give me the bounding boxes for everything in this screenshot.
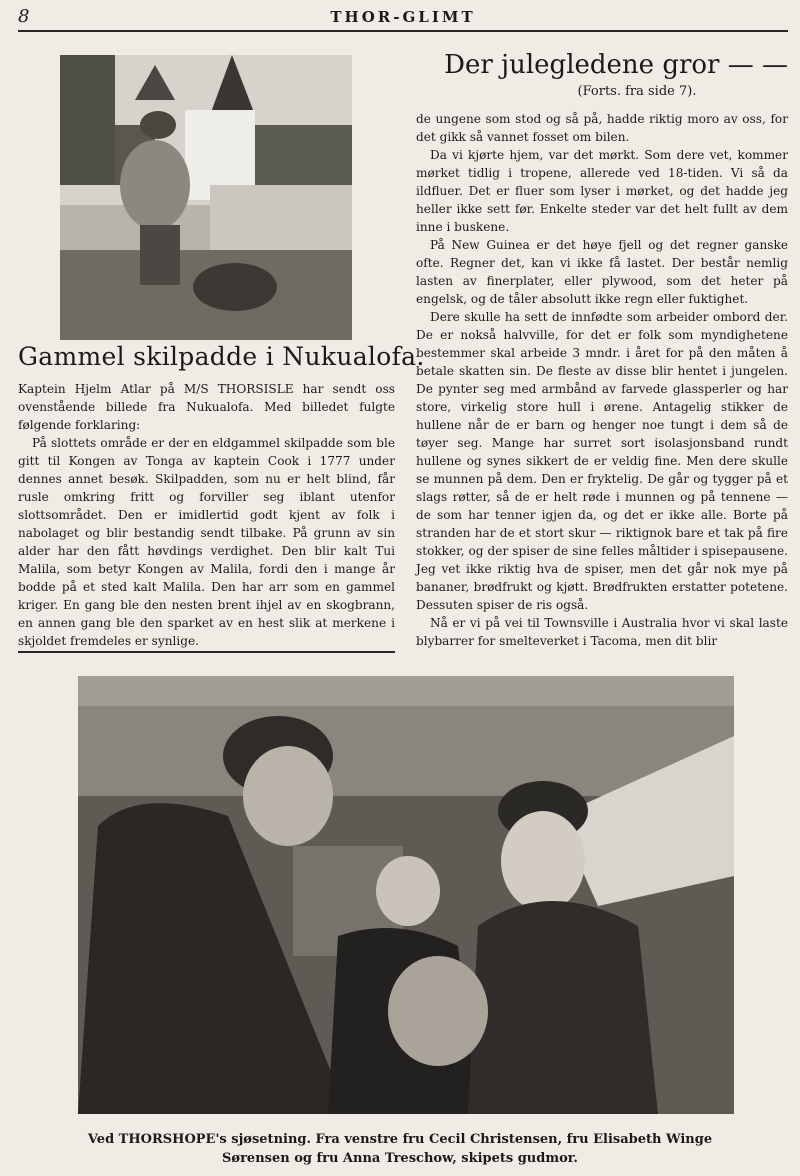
right-article-paragraph: På New Guinea er det høye fjell og det regner ganske ofte. Regner det, kan vi ikke få lastet. Der består nemlig lasten av finerplater, eller plywood, som det heter på engelsk, og de tåler absolutt ikke regn eller fuktighet.: [416, 238, 788, 306]
photo-caption: [60, 1130, 740, 1168]
page-number: 8: [18, 6, 30, 27]
left-article-paragraph: Kaptein Hjelm Atlar på M/S THORSISLE har sendt oss ovenstående billede fra Nukualofa. Med billedet fulgte følgende forklaring:: [18, 382, 395, 432]
right-article-headline: Der julegledene gror — —: [444, 50, 788, 80]
right-article-paragraph: Dere skulle ha sett de innfødte som arbeider ombord der. De er nokså halvville, for det er folk som myndighetene bestemmer skal arbeide 3 mndr. i året for på den måten å betale skatten sin. De fleste av disse blir hentet i jungelen. De pynter seg med armbånd av farvede glassperler og har store, virkelig store hull i ørene. Antagelig stikker de hullene når de er barn og henger noe tungt i dem så de tøyer seg. Mange har surret sort isolasjonsband rundt hullene og synes sikkert de er veldig fine. Men dere skulle se munnen på dem. Den er fryktelig. De går og tygger på et slags røtter, så de er helt røde i munnen og på tennene — de som har tenner igjen da, og det er ikke alle. Borte på stranden har de et stort skur — riktignok bare et tak på fire stokker, og der spiser de sine felles måltider i spisepausene. Jeg vet ikke riktig hva de spiser, men det går nok mye på bananer, brødfrukt og kjøtt. Brødfrukten erstatter potetene. Dessuten spiser de ris også.: [416, 310, 788, 612]
caption-line: Sørensen og fru Anna Treschow, skipets gudmor.: [222, 1151, 578, 1166]
right-article-paragraph: de ungene som stod og så på, hadde riktig moro av oss, for det gikk så vannet fosset om bilen.: [416, 112, 788, 144]
tortoise-photo: [60, 55, 352, 340]
continued-note: (Forts. fra side 7).: [577, 84, 697, 99]
right-article-paragraph: Da vi kjørte hjem, var det mørkt. Som dere vet, kommer mørket tidlig i tropene, allerede ved 18-tiden. Vi så da ildfluer. Det er fluer som lyser i mørket, og det hadde jeg heller ikke sett før. Enkelte steder var det helt fullt av dem inne i buskene.: [416, 148, 788, 234]
left-article-body: [18, 380, 395, 650]
page-header: [18, 4, 788, 32]
divider-rule: [18, 651, 395, 653]
launching-photo: [78, 676, 734, 1114]
magazine-title: THOR-GLIMT: [330, 8, 476, 26]
caption-line: Ved THORSHOPE's sjøsetning. Fra venstre fru Cecil Christensen, fru Elisabeth Winge: [87, 1132, 713, 1147]
left-article-headline: Gammel skilpadde i Nukualofa.: [18, 342, 425, 371]
right-article-paragraph: Nå er vi på vei til Townsville i Australia hvor vi skal laste blybarrer for smelteverket i Tacoma, men dit blir: [416, 616, 788, 648]
right-article-body: [416, 110, 788, 650]
left-article-paragraph: På slottets område er der en eldgammel skilpadde som ble gitt til Kongen av Tonga av kaptein Cook i 1777 under dennes annet besøk. Skilpadden, som nu er helt blind, får rusle omkring fritt og forviller seg iblant utenfor slottsområdet. Den er imidlertid godt kjent av folk i nabolaget og blir bestandig sendt tilbake. På grunn av sin alder har den fått høvdings verdighet. Den blir kalt Tui Malila, som betyr Kongen av Malila, fordi den i mange år bodde på et sted kalt Malila. Den har arr som en gammel kriger. En gang ble den nesten brent ihjel av en skogbrann, en annen gang ble den sparket av en hest slik at merkene i skjoldet fremdeles er synlige.: [18, 436, 395, 648]
